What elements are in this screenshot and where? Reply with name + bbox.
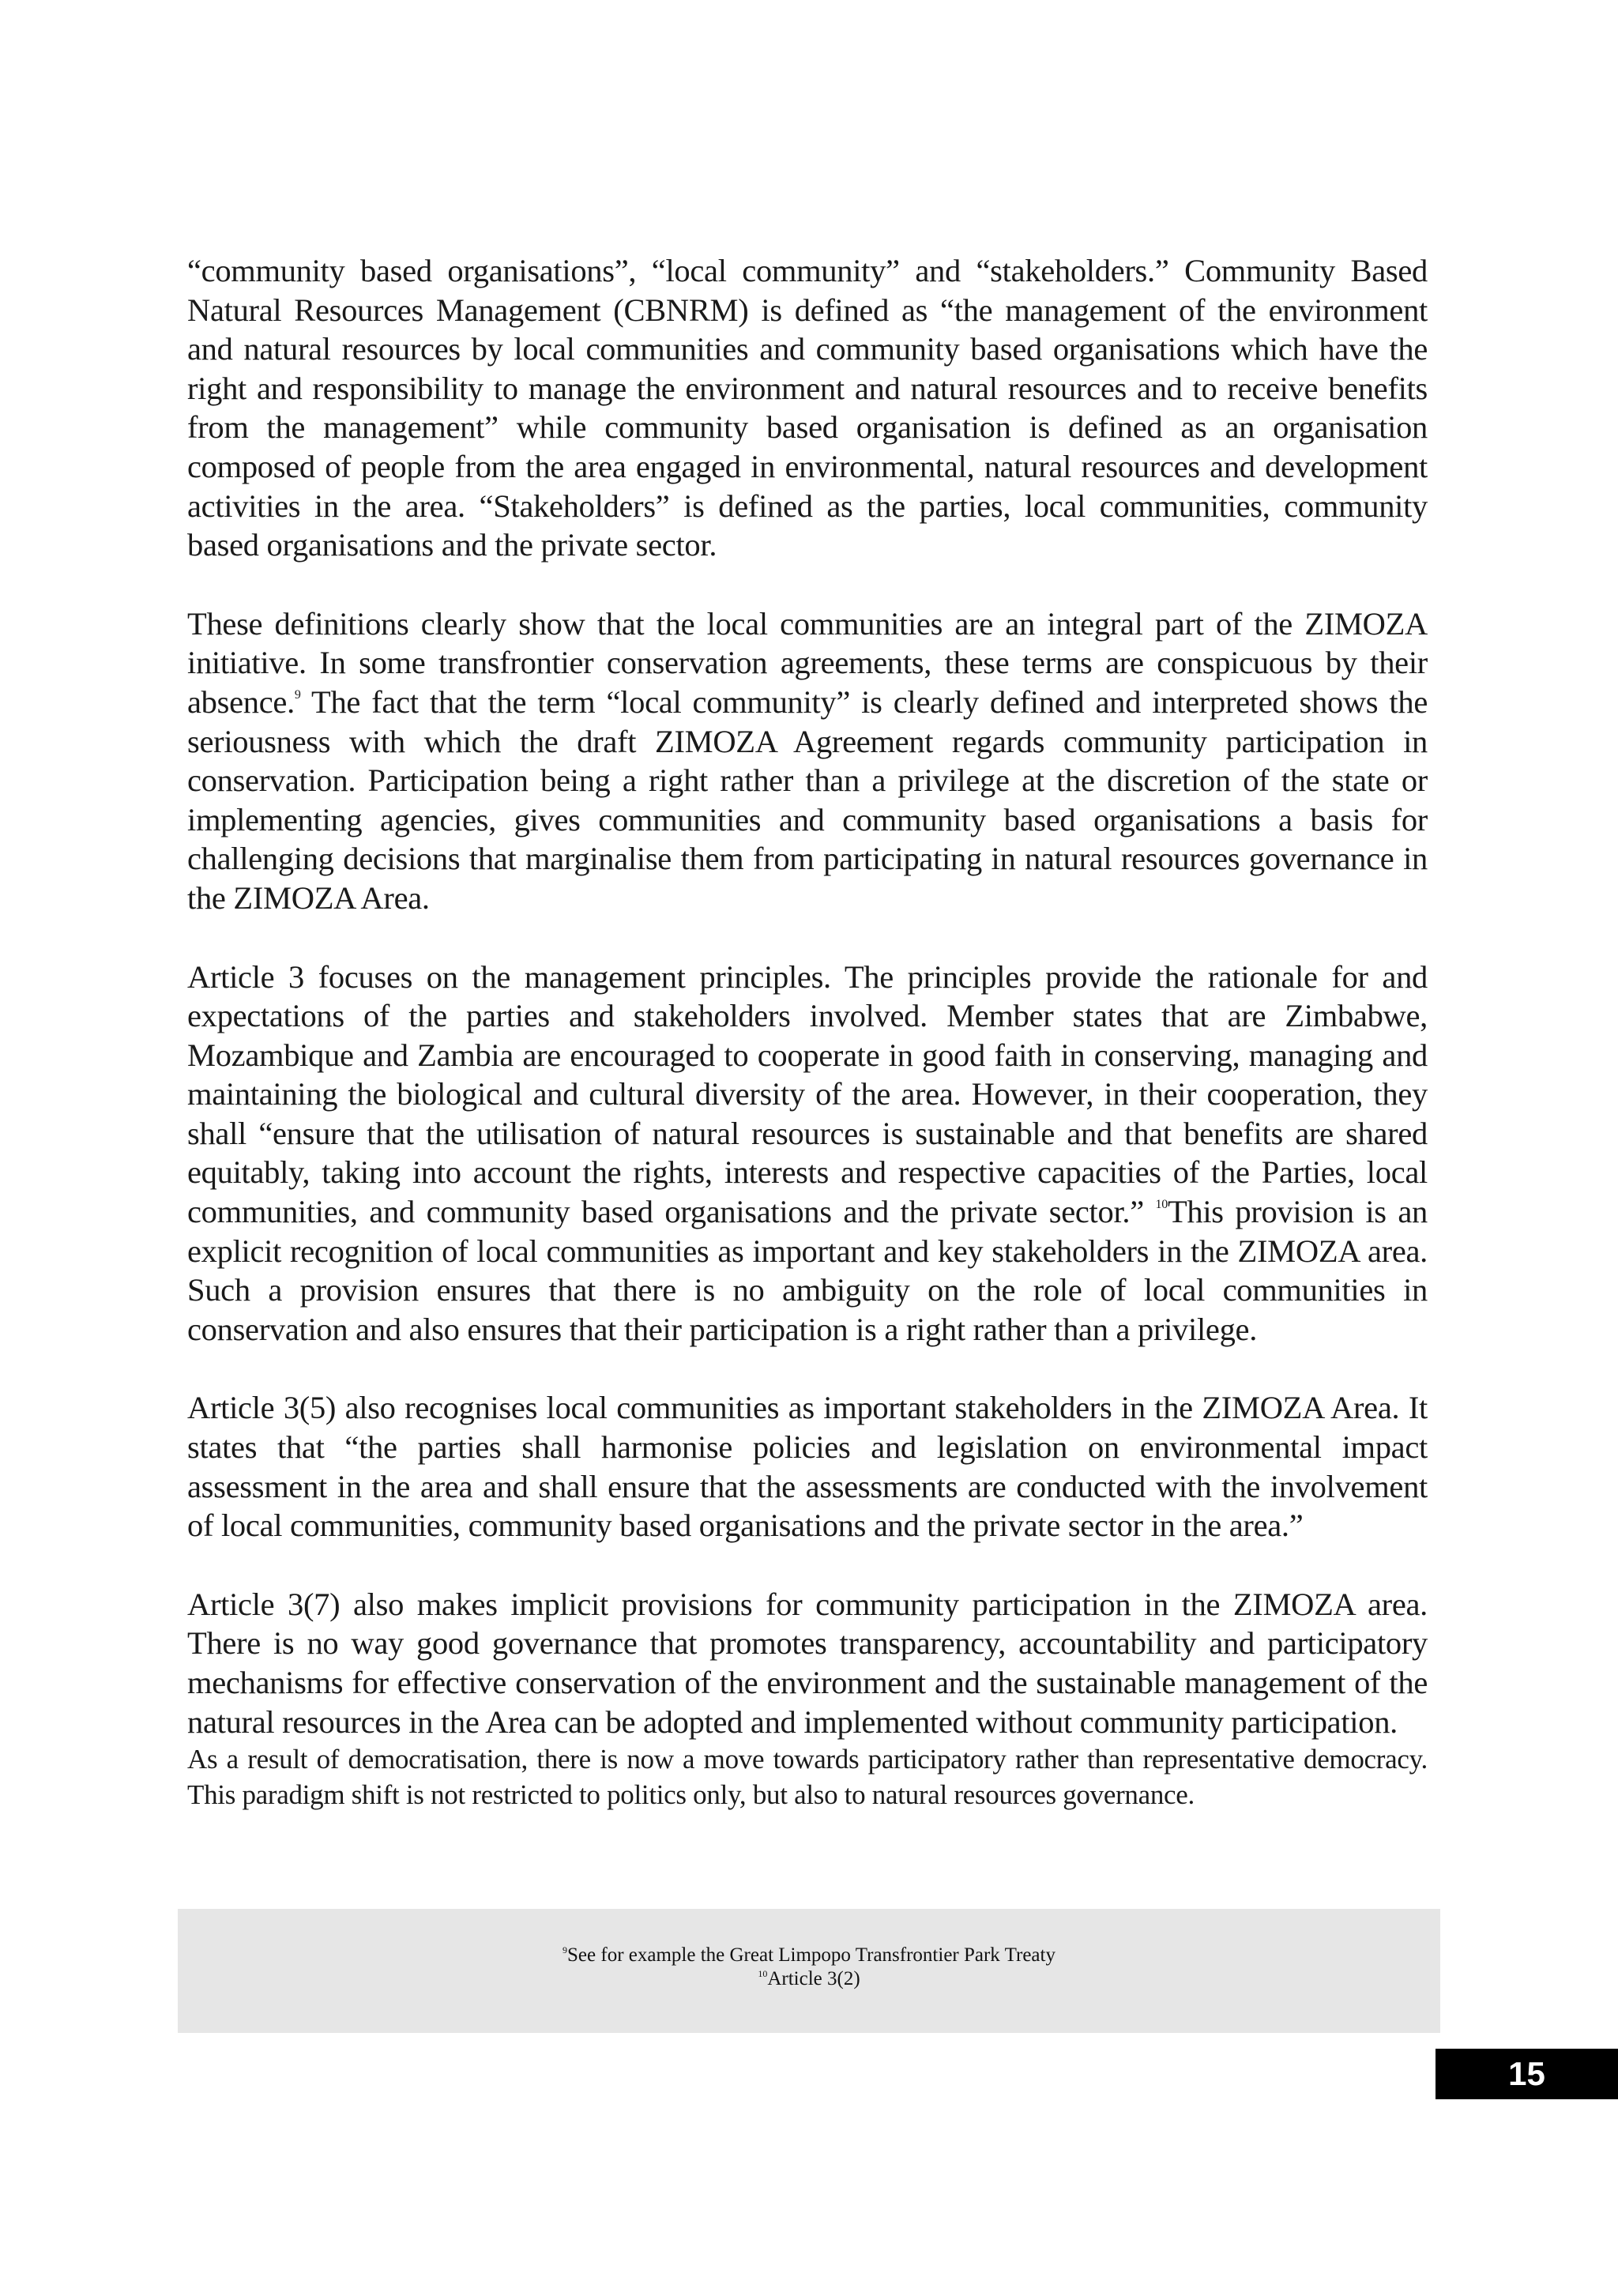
paragraph-article-3-5: Article 3(5) also recognises local communities as important stakeholders in the ZIMOZA Area. It states that “the parties shall harmonise policies and legislation on environmental impact assessment in the area and shall ensure that the assessments are conducted with the involvement of local communities, community based organisations and the private sector in the area.” (187, 1390, 1428, 1544)
paragraph-text: This provision is an explicit recognition of local communities as important and key stakeholders in the ZIMOZA area. Such a provision ensures that there is no ambiguity on the role of local communities in conservation and also ensures that their participation is a right rather than a privilege. (187, 1194, 1428, 1347)
paragraph-cbnrm-definitions: “community based organisations”, “local community” and “stakeholders.” Community Based Natural Resources Management (CBNRM) is defined as “the management of the environment and natural resources by local communities and community based organisations which have the right and responsibility to manage the environment and natural resources and to receive benefits from the management” while community based organisation is defined as an organisation composed of people from the area engaged in environmental, natural resources and development activities in the area. “Stakeholders” is defined as the parties, local communities, community based organisations and the private sector. (187, 253, 1428, 563)
page-number: 15 (1436, 2049, 1618, 2099)
main-text (187, 251, 1428, 1812)
footnote-text: See for example the Great Limpopo Transfrontier Park Treaty (567, 1944, 1055, 1966)
paragraph-text: The fact that the term “local community” is clearly defined and interpreted shows the seriousness with which the draft ZIMOZA Agreement regards community participation in conservation. Participation being a right rather than a privilege at the discretion of the state or implementing agencies, gives communities and community based organisations a basis for challenging decisions that marginalise them from participating in natural resources governance in the ZIMOZA Area. (187, 683, 1428, 916)
paragraph-text: Article 3 focuses on the management principles. The principles provide the rationale for and expectations of the parties and stakeholders involved. Member states that are Zimbabwe, Mozambique and Zambia are encouraged to cooperate in good faith in conserving, managing and maintaining the biological and cultural diversity of the area. However, in their cooperation, they shall “ensure that the utilisation of natural resources is sustainable and that benefits are shared equitably, taking into account the rights, interests and respective capacities of the Parties, local communities, and community based organisations and the private sector.” (187, 958, 1428, 1230)
footnote-9 (178, 1944, 1440, 1967)
paragraph-democratisation: As a result of democratisation, there is now a move towards participatory rather than representative democracy. This paradigm shift is not restricted to politics only, but also to natural resources governance. (187, 1744, 1428, 1811)
paragraph-text: These definitions clearly show that the local communities are an integral part of the ZIMOZA initiative. In some transfrontier conservation agreements, these terms are conspicuous by their absence. (187, 605, 1428, 720)
footnote-ref-10: 10 (1155, 1198, 1168, 1212)
paragraph-article-3-7: Article 3(7) also makes implicit provisions for community participation in the ZIMOZA area. There is no way good governance that promotes transparency, accountability and participatory mechanisms for effective conservation of the environment and the sustainable management of the natural resources in the Area can be adopted and implemented without community participation. (187, 1586, 1428, 1740)
paragraph-definitions-integral (187, 604, 1428, 918)
footnote-ref-9: 9 (294, 687, 301, 702)
footnote-number: 10 (758, 1968, 768, 1979)
footnote-number: 9 (563, 1944, 568, 1955)
footnote-10 (178, 1967, 1440, 1991)
footnote-text: Article 3(2) (767, 1968, 860, 1989)
footnotes-panel (178, 1909, 1440, 2033)
paragraph-article-3 (187, 958, 1428, 1349)
